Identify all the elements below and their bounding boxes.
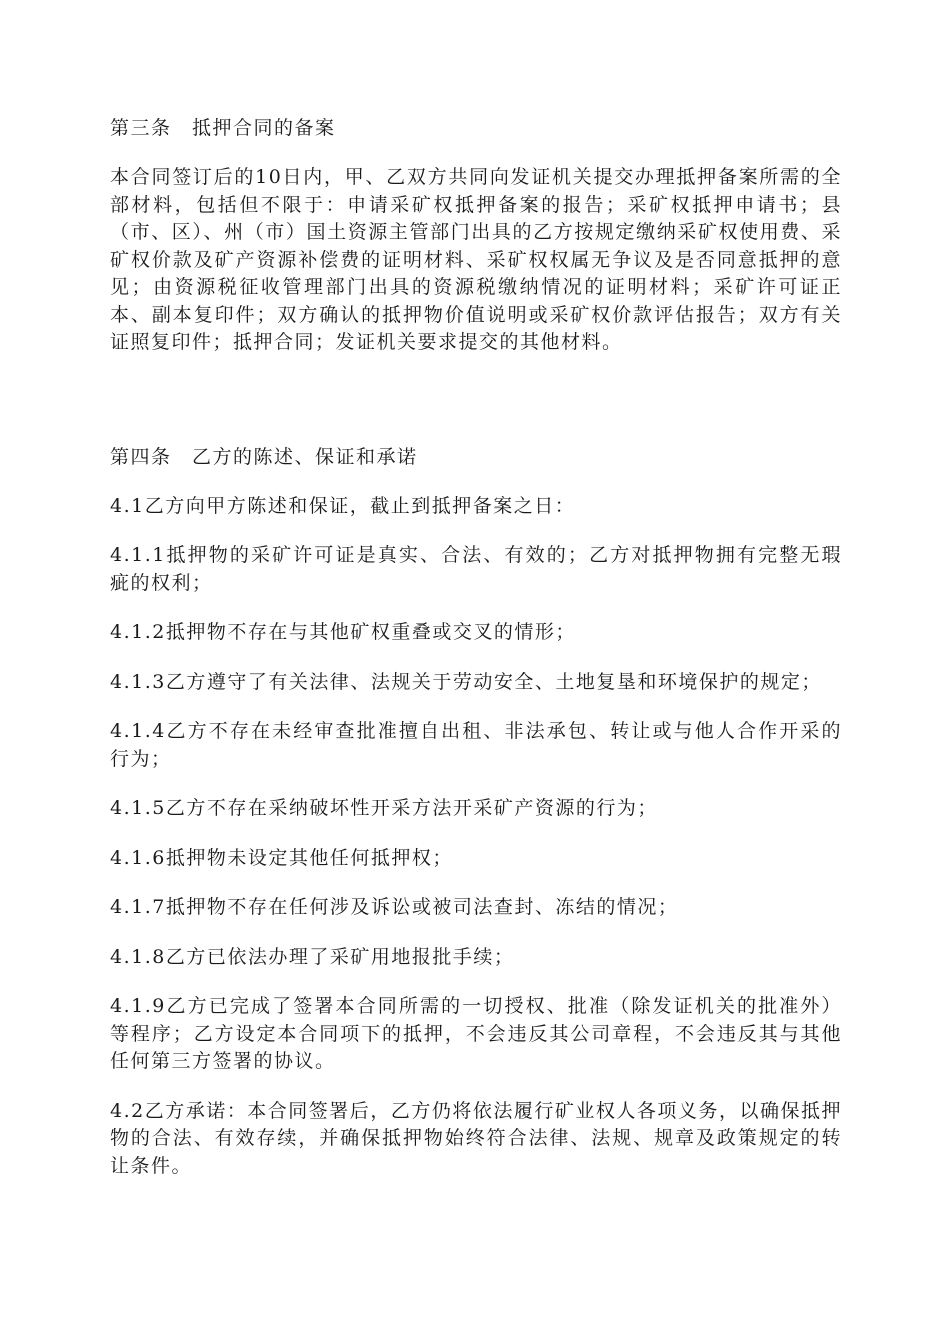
article-3-body: 本合同签订后的10日内，甲、乙双方共同向发证机关提交办理抵押备案所需的全部材料，包括但不限于：申请采矿权抵押备案的报告；采矿权抵押申请书；县（市、区）、州（市）国土资源主管部门出具的乙方按规定缴纳采矿权使用费、采矿权价款及矿产资源补偿费的证明材料、采矿权权属无争议及是否同意抵押的意见；由资源税征收管理部门出具的资源税缴纳情况的证明材料；采矿许可证正本、副本复印件；双方确认的抵押物价值说明或采矿权价款评估报告；双方有关证照复印件；抵押合同；发证机关要求提交的其他材料。 bbox=[110, 166, 842, 353]
clause-4-1-6: 4.1.6抵押物未设定其他任何抵押权； bbox=[110, 846, 453, 869]
clause-4-1-7: 4.1.7抵押物不存在任何涉及诉讼或被司法查封、冻结的情况； bbox=[110, 896, 679, 918]
clause-4-1: 4.1乙方向甲方陈述和保证，截止到抵押备案之日： bbox=[110, 494, 576, 517]
clause-4-1-3: 4.1.3乙方遵守了有关法律、法规关于劳动安全、土地复垦和环境保护的规定； bbox=[110, 670, 822, 693]
document-page bbox=[110, 114, 842, 1202]
clause-4-1-9: 4.1.9乙方已完成了签署本合同所需的一切授权、批准（除发证机关的批准外）等程序；乙方设定本合同项下的抵押，不会违反其公司章程，不会违反其与其他任何第三方签署的协议。 bbox=[110, 995, 842, 1072]
article-4-heading: 第四条 乙方的陈述、保证和承诺 bbox=[110, 445, 418, 468]
clause-4-2: 4.2乙方承诺：本合同签署后，乙方仍将依法履行矿业权人各项义务，以确保抵押物的合法、有效存续，并确保抵押物始终符合法律、法规、规章及政策规定的转让条件。 bbox=[110, 1099, 842, 1177]
clause-4-1-1: 4.1.1抵押物的采矿许可证是真实、合法、有效的；乙方对抵押物拥有完整无瑕疵的权利； bbox=[110, 544, 842, 594]
article-3-heading: 第三条 抵押合同的备案 bbox=[110, 117, 336, 139]
clause-4-1-8: 4.1.8乙方已依法办理了采矿用地报批手续； bbox=[110, 945, 515, 968]
clause-4-1-5: 4.1.5乙方不存在采纳破坏性开采方法开采矿产资源的行为； bbox=[110, 797, 658, 819]
clause-4-1-4: 4.1.4乙方不存在未经审查批准擅自出租、非法承包、转让或与他人合作开采的行为； bbox=[110, 720, 842, 770]
clause-4-1-2: 4.1.2抵押物不存在与其他矿权重叠或交叉的情形； bbox=[110, 621, 576, 643]
